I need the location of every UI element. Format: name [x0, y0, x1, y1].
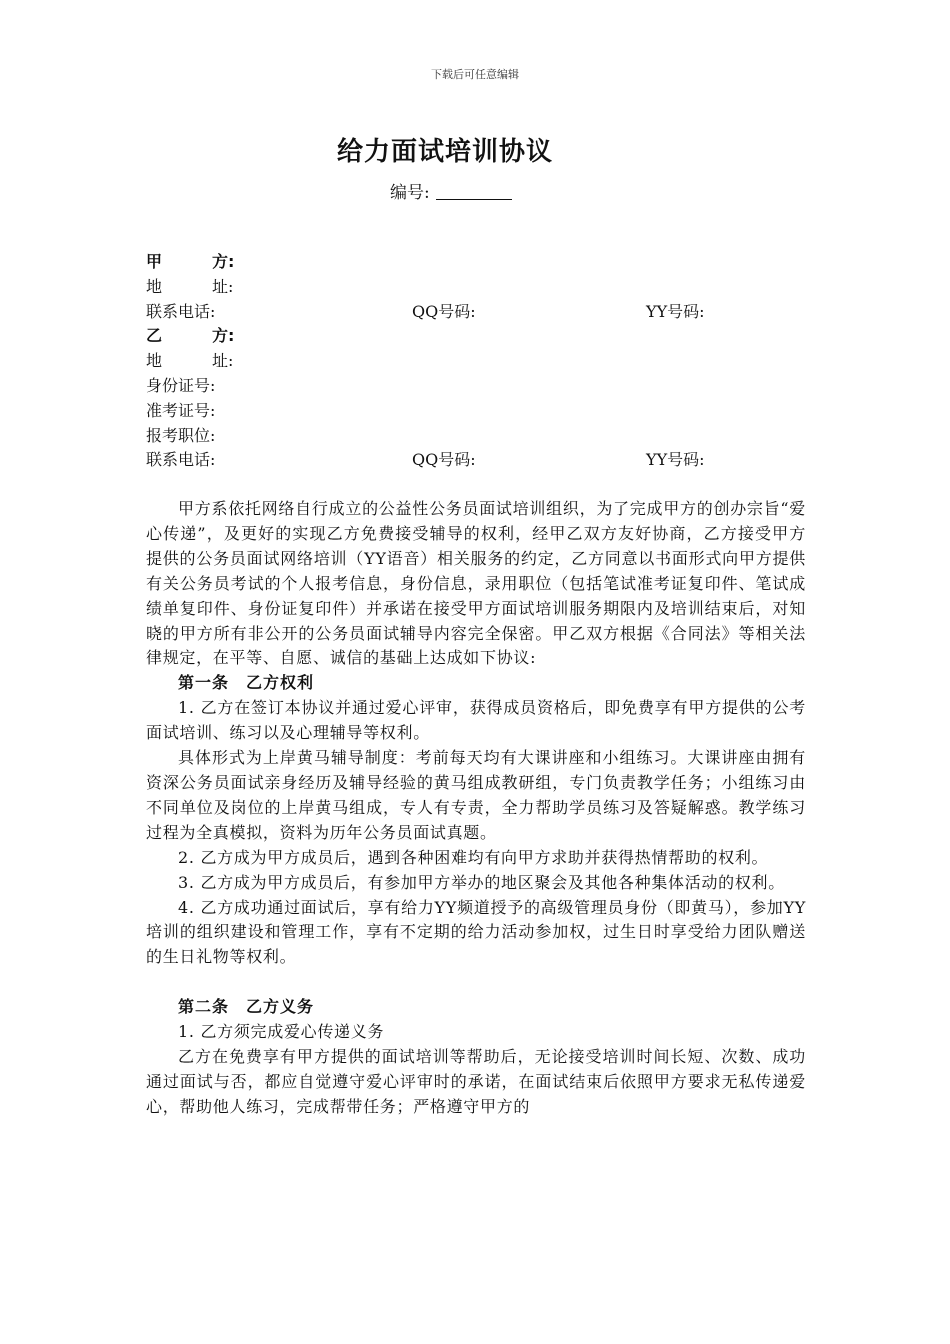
party-b-id-label: 身份证号: [146, 375, 216, 395]
serial-blank-line [436, 183, 512, 200]
article-1-item: 具体形式为上岸黄马辅导制度：考前每天均有大课讲座和小组练习。大课讲座由拥有资深公务员面试亲身经历及辅导经验的黄马组成教研组，专门负责教学任务；小组练习由不同单位及岗位的上岸黄马组成，专人有专责，全力帮助学员练习及答疑解惑。教学练习过程为全真模拟，资料为历年公务员面试真题。 [146, 748, 806, 842]
party-b-contact-row [146, 448, 826, 473]
party-a-address-label: 地址 [146, 276, 228, 296]
party-b-address-label: 地址 [146, 351, 228, 371]
party-a-row: 甲方 : [146, 250, 826, 275]
party-a-phone-label: 联系电话: [146, 301, 216, 321]
party-b-exam-ticket-label: 准考证号: [146, 400, 216, 420]
serial-label: 编号: [390, 183, 430, 203]
party-a-label: 甲方 [146, 252, 228, 271]
article-1-item: 1. 乙方在签订本协议并通过爱心评审，获得成员资格后，即免费享有甲方提供的公考面试培训、练习以及心理辅导等权利。 [146, 698, 806, 743]
party-a-address-row: 地址 : [146, 275, 826, 300]
section-gap [146, 970, 806, 995]
article-2-heading: 第二条 乙方义务 [178, 997, 315, 1017]
party-b-position-label: 报考职位: [146, 425, 216, 445]
intro-paragraph: 甲方系依托网络自行成立的公益性公务员面试培训组织，为了完成甲方的创办宗旨“爱心传递”，及更好的实现乙方免费接受辅导的权利，经甲乙双方友好协商，乙方接受甲方提供的公务员面试网络培训（YY语音）相关服务的约定，乙方同意以书面形式向甲方提供有关公务员考试的个人报考信息，身份信息，录用职位（包括笔试准考证复印件、笔试成绩单复印件、身份证复印件）并承诺在接受甲方面试培训服务期限内及培训结束后，对知晓的甲方所有非公开的公务员面试辅导内容完全保密。甲乙双方根据《合同法》等相关法律规定，在平等、自愿、诚信的基础上达成如下协议: [146, 499, 806, 668]
party-b-phone-label: 联系电话: [146, 450, 216, 470]
article-1-heading: 第一条 乙方权利 [178, 673, 315, 693]
party-b-qq-label: QQ号码: [412, 450, 476, 470]
party-b-yy-label: YY号码: [646, 450, 705, 470]
article-2-item: 乙方在免费享有甲方提供的面试培训等帮助后，无论接受培训时间长短、次数、成功通过面试与否，都应自觉遵守爱心评审时的承诺，在面试结束后依照甲方要求无私传递爱心，帮助他人练习，完成帮带任务；严格遵守甲方的 [146, 1046, 806, 1116]
party-b-address-row: 地址 : [146, 349, 826, 374]
article-1-item: 3. 乙方成为甲方成员后，有参加甲方举办的地区聚会及其他各种集体活动的权利。 [178, 872, 785, 892]
article-2-item: 1. 乙方须完成爱心传递义务 [178, 1022, 385, 1042]
party-a-yy-label: YY号码: [646, 301, 705, 321]
article-1-item: 4. 乙方成功通过面试后，享有给力YY频道授予的高级管理员身份（即黄马），参加YY培训的组织建设和管理工作，享有不定期的给力活动参加权，过生日时享受给力团队赠送的生日礼物等权利。 [146, 897, 806, 967]
party-a-contact-row [146, 300, 826, 325]
party-b-exam-ticket-row [146, 399, 826, 424]
document-title: 给力面试培训协议 [336, 137, 553, 167]
parties-block [146, 250, 826, 473]
party-b-label: 乙方 [146, 326, 228, 346]
header-note: 下载后可任意编辑 [431, 68, 519, 81]
article-1-item: 2. 乙方成为甲方成员后，遇到各种困难均有向甲方求助并获得热情帮助的权利。 [178, 847, 769, 867]
agreement-body [146, 497, 806, 1120]
party-b-row: 乙方 : [146, 324, 826, 349]
party-b-id-row [146, 374, 826, 399]
party-a-qq-label: QQ号码: [412, 301, 476, 321]
serial-number [390, 178, 512, 203]
party-b-position-row [146, 424, 826, 449]
